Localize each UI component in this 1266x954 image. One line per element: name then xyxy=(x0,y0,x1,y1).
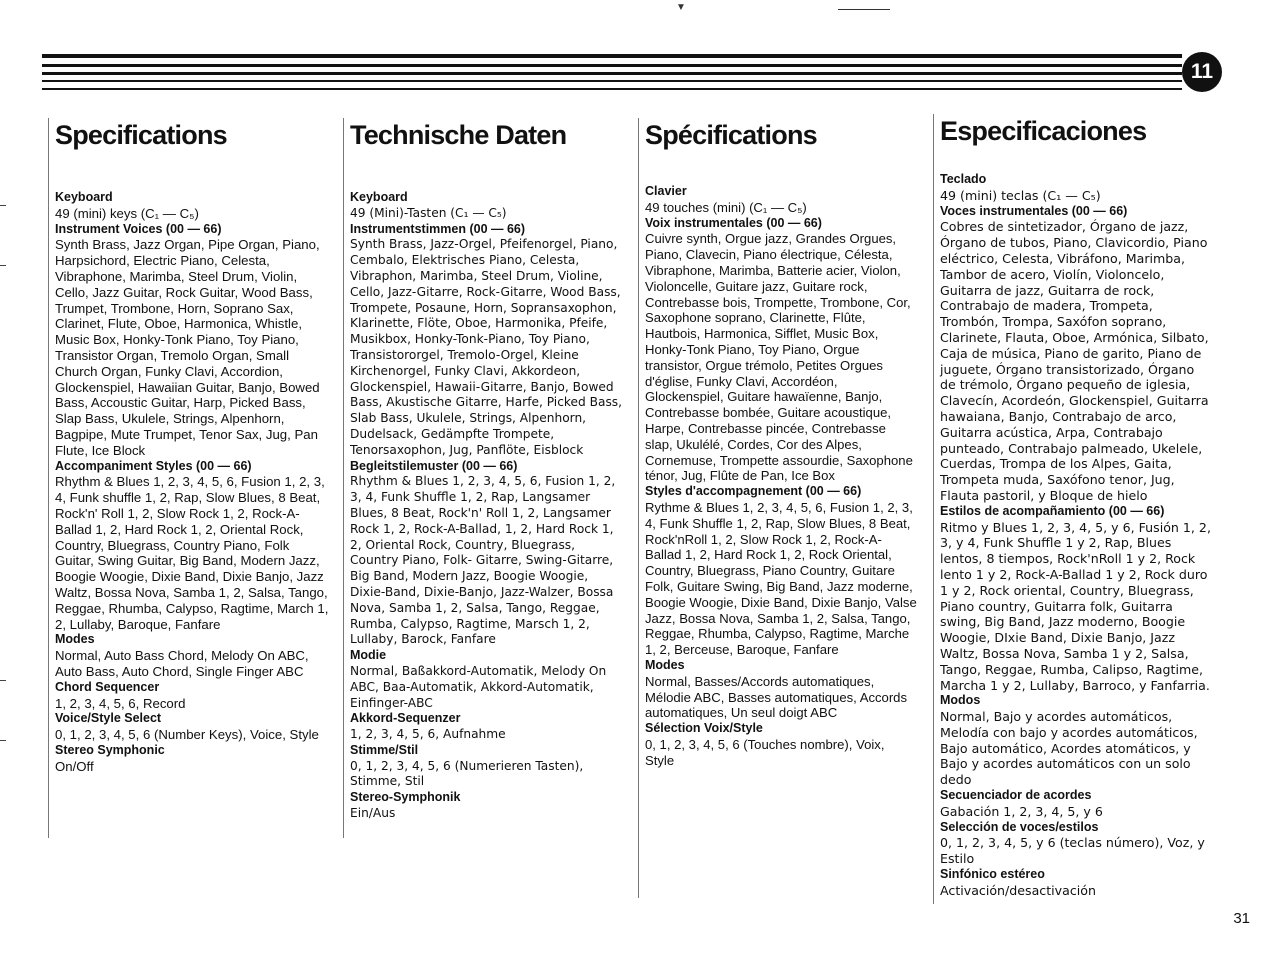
spec-section xyxy=(350,222,625,459)
section-title: Accompaniment Styles (00 — 66) xyxy=(55,458,252,473)
spec-section xyxy=(645,484,917,658)
spec-section xyxy=(55,680,330,712)
column-title: Technische Daten xyxy=(350,120,567,150)
spec-section xyxy=(350,190,625,222)
section-body: 1, 2, 3, 4, 5, 6, Record xyxy=(55,695,186,711)
spec-section xyxy=(55,743,330,775)
section-body: 49 touches (mini) (C₁ — C₅) xyxy=(645,199,807,215)
section-body: Synth Brass, Jazz Organ, Pipe Organ, Piano, Harpsichord, Electric Piano, Celesta, Vibraphone, Marimba, Steel Drum, Violin, Cello, Jazz Guitar, Rock Guitar, Wood Bass, Trumpet, Trombone, Horn, Soprano Sax, Clarinet, Flute, Oboe, Harmonica, Whistle, Music Box, Honky-Tonk Piano, Toy Piano, Transistor Organ, Tremolo Organ, Small Church Organ, Funky Clavi, Accordion, Glockenspiel, Hawaiian Guitar, Banjo, Bowed Bass, Accoustic Guitar, Harp, Picked Bass, Slap Bass, Ukulele, Strings, Alpenhorn, Bagpipe, Mute Trumpet, Tenor Sax, Jug, Pan Flute, Ice Block xyxy=(55,237,320,458)
section-body: Gabación 1, 2, 3, 4, 5, y 6 xyxy=(940,803,1103,819)
spec-section xyxy=(55,711,330,743)
scan-mark: ▼ xyxy=(676,2,686,13)
section-body: Ritmo y Blues 1, 2, 3, 4, 5, y 6, Fusión 1, 2, 3, y 4, Funk Shuffle 1 y 2, Rap, Blues lentos, 8 tiempos, Rock'nRoll 1 y 2, Rock lento 1 y 2, Rock-A-Ballad 1 y 2, Rock duro 1 y 2, Rock oriental, Country, Bluegrass, Piano country, Guitarra folk, Guitarra swing, Big Band, Jazz moderno, Boogie Woogie, DIxie Band, Dixie Banjo, Jazz Waltz, Bossa Nova, Samba 1 y 2, Salsa, Tango, Reggae, Rumba, Calipso, Ragtime, Marcha 1 y 2, Lullaby, Barroco, y Fanfarria. xyxy=(940,519,1211,693)
spec-section xyxy=(55,190,330,222)
section-body: 1, 2, 3, 4, 5, 6, Aufnahme xyxy=(350,727,506,742)
spec-section xyxy=(350,790,625,822)
spec-section xyxy=(940,504,1212,694)
section-body: Activación/desactivación xyxy=(940,882,1096,898)
section-title: Sélection Voix/Style xyxy=(645,721,763,736)
column-german xyxy=(350,118,625,822)
section-title: Modes xyxy=(645,657,685,672)
section-body: 49 (mini) teclas (C₁ — C₅) xyxy=(940,187,1101,203)
section-title: Begleitstilemuster (00 — 66) xyxy=(350,458,518,473)
column-english xyxy=(55,118,330,774)
section-title: Keyboard xyxy=(350,190,408,204)
section-body: Normal, Auto Bass Chord, Melody On ABC, Auto Bass, Auto Chord, Single Finger ABC xyxy=(55,648,309,679)
section-title: Instrumentstimmen (00 — 66) xyxy=(350,221,526,236)
section-body: Cuivre synth, Orgue jazz, Grandes Orgues, Piano, Clavecin, Piano électrique, Célesta, Vibraphone, Marimba, Batterie acier, Violon, Violoncelle, Guitare jazz, Guitare rock, Contrebasse bois, Trompette, Trombone, Cor, Saxophone soprano, Clarinette, Flûte, Hautbois, Harmonica, Sifflet, Music Box, Honky-Tonk Piano, Toy Piano, Orgue transistor, Orgue trémolo, Petites Orgues d'église, Funky Clavi, Accordéon, Glockenspiel, Guitare hawaïenne, Banjo, Contrebasse bombée, Guitare acoustique, Harpe, Contrebasse pincée, Contrebasse slap, Ukulélé, Cordes, Cor des Alpes, Cornemuse, Trompette assourdie, Saxophone ténor, Jug, Flûte de Pan, Ice Box xyxy=(645,231,913,484)
column-french xyxy=(645,118,917,768)
section-body: 0, 1, 2, 3, 4, 5, 6 (Number Keys), Voice, Style xyxy=(55,727,319,743)
spec-section xyxy=(350,711,625,743)
section-body: 0, 1, 2, 3, 4, 5, 6 (Touches nombre), Voix, Style xyxy=(645,736,885,768)
spec-section xyxy=(350,459,625,649)
edge-mark xyxy=(0,680,6,681)
section-title: Modie xyxy=(350,648,387,663)
edge-mark xyxy=(0,265,6,266)
section-body: 49 (mini) keys (C₁ — C₅) xyxy=(55,205,199,221)
edge-mark xyxy=(0,205,6,206)
section-title: Voix instrumentales (00 — 66) xyxy=(645,215,822,230)
edge-mark xyxy=(0,740,6,741)
column-title: Specifications xyxy=(55,120,227,150)
spec-section xyxy=(55,459,330,633)
section-title: Stimme/Stil xyxy=(350,742,419,757)
column-spanish xyxy=(940,114,1212,899)
spec-section xyxy=(55,632,330,679)
spec-section xyxy=(940,867,1212,899)
section-title: Modos xyxy=(940,693,981,708)
section-body: 0, 1, 2, 3, 4, 5, y 6 (teclas número), Voz, y Estilo xyxy=(940,835,1205,867)
section-title: Secuenciador de acordes xyxy=(940,788,1092,803)
spec-section xyxy=(645,721,917,768)
section-body: Cobres de sintetizador, Órgano de jazz, Órgano de tubos, Piano, Clavicordio, Piano eléctrico, Celesta, Vibráfono, Marimba, Tambor de acero, Violín, Violoncelo, Guitarra de jazz, Guitarra de rock, Contrabajo de madera, Trompeta, Trombón, Trompa, Saxófon soprano, Clarinete, Flauta, Oboe, Armónica, Silbato, Caja de música, Piano de garito, Piano de juguete, Órgano transistorizado, Órgano de trémolo, Órgano pequeño de iglesia, Clavecín, Acordeón, Glockenspiel, Guitarra hawaiana, Banjo, Contrabajo de arco, Guitarra acústica, Arpa, Contrabajo punteado, Contrabajo palmeado, Ukelele, Cuerdas, Trompa de los Alpes, Gaita, Trompeta muda, Saxófono tenor, Jug, Flauta pastoril, y Bloque de hielo xyxy=(940,219,1209,503)
section-title: Stereo Symphonic xyxy=(55,742,165,757)
section-title: Voice/Style Select xyxy=(55,711,162,726)
section-body: Normal, Basses/Accords automatiques, Mélodie ABC, Basses automatiques, Accords automatiques, Un seul doigt ABC xyxy=(645,673,908,721)
section-title: Stereo-Symphonik xyxy=(350,790,461,805)
section-body: 0, 1, 2, 3, 4, 5, 6 (Numerieren Tasten), Stimme, Stil xyxy=(350,758,584,789)
chapter-number-badge: 11 xyxy=(1182,52,1222,92)
spec-section xyxy=(645,216,917,485)
section-title: Sinfónico estéreo xyxy=(940,867,1045,882)
section-body: 49 (Mini)-Tasten (C₁ — C₅) xyxy=(350,205,507,220)
section-title: Chord Sequencer xyxy=(55,679,160,694)
section-title: Akkord-Sequenzer xyxy=(350,711,461,726)
spec-section xyxy=(55,222,330,459)
spec-section xyxy=(940,788,1212,820)
section-body: On/Off xyxy=(55,758,94,774)
section-body: Ein/Aus xyxy=(350,806,396,821)
spec-section xyxy=(940,172,1212,204)
column-title: Especificaciones xyxy=(940,116,1147,146)
spec-section xyxy=(645,658,917,721)
scan-line xyxy=(838,9,890,10)
section-title: Voces instrumentales (00 — 66) xyxy=(940,203,1128,218)
section-title: Keyboard xyxy=(55,190,113,204)
section-title: Selección de voces/estilos xyxy=(940,819,1099,834)
section-body: Synth Brass, Jazz-Orgel, Pfeifenorgel, Piano, Cembalo, Elektrisches Piano, Celesta, Vibraphon, Marimba, Steel Drum, Violine, Cello, Jazz-Gitarre, Rock-Gitarre, Wood Bass, Trompete, Posaune, Horn, Sopransaxophon, Klarinette, Flöte, Oboe, Harmonika, Pfeife, Musikbox, Honky-Tonk-Piano, Toy Piano, Transistororgel, Tremolo-Orgel, Kleine Kirchenorgel, Funky Clavi, Akkordeon, Glockenspiel, Hawaii-Gitarre, Banjo, Bowed Bass, Akustische Gitarre, Harfe, Picked Bass, Slab Bass, Ukulele, Strings, Alpenhorn, Dudelsack, Gedämpfte Trompete, Tenorsaxophon, Jug, Panflöte, Eisblock xyxy=(350,237,623,457)
section-title: Styles d'accompagnement (00 — 66) xyxy=(645,484,862,499)
column-title: Spécifications xyxy=(645,120,817,150)
spec-section xyxy=(940,693,1212,788)
header-rule-band xyxy=(42,50,1222,96)
section-body: Rhythm & Blues 1, 2, 3, 4, 5, 6, Fusion 1, 2, 3, 4, Funk Shuffle 1, 2, Rap, Langsamer Blues, 8 Beat, Rock'n' Roll 1, 2, Langsamer Rock 1, 2, Rock-A-Ballad, 1, 2, Hard Rock 1, 2, Oriental Rock, Country, Bluegrass, Country Piano, Folk- Gitarre, Swing-Gitarre, Big Band, Modern Jazz, Boogie Woogie, Dixie-Band, Dixie-Banjo, Jazz-Walzer, Bossa Nova, Samba 1, 2, Salsa, Tango, Reggae, Rumba, Calypso, Ragtime, Marsch 1, 2, Lullaby, Barock, Fanfare xyxy=(350,474,616,647)
spec-section xyxy=(350,743,625,790)
section-title: Modes xyxy=(55,632,95,647)
section-title: Clavier xyxy=(645,184,687,198)
section-title: Instrument Voices (00 — 66) xyxy=(55,221,222,236)
spec-section xyxy=(645,184,917,216)
spec-section xyxy=(940,820,1212,867)
section-body: Normal, Bajo y acordes automáticos, Melodía con bajo y acordes automáticos, Bajo automático, Acordes atomáticos, y Bajo y acordes automáticos con un solo dedo xyxy=(940,709,1198,788)
section-title: Estilos de acompañamiento (00 — 66) xyxy=(940,503,1165,518)
section-body: Rythme & Blues 1, 2, 3, 4, 5, 6, Fusion 1, 2, 3, 4, Funk Shuffle 1, 2, Rap, Slow Blues, 8 Beat, Rock'nRoll 1, 2, Slow Rock 1, 2, Rock-A-Ballad 1, 2, Hard Rock 1, 2, Rock Oriental, Country, Bluegrass, Piano Country, Guitare Folk, Guitare Swing, Big Band, Jazz moderne, Boogie Woogie, Dixie Band, Dixie Banjo, Valse Jazz, Bossa Nova, Samba 1, 2, Salsa, Tango, Reggae, Rhumba, Calypso, Ragtime, Marche 1, 2, Berceuse, Baroque, Fanfare xyxy=(645,499,917,658)
section-title: Teclado xyxy=(940,172,987,186)
section-body: Normal, Baßakkord-Automatik, Melody On ABC, Baa-Automatik, Akkord-Automatik, Einfinger-ABC xyxy=(350,663,607,710)
page-number: 31 xyxy=(1233,910,1250,927)
section-body: Rhythm & Blues 1, 2, 3, 4, 5, 6, Fusion 1, 2, 3, 4, Funk shuffle 1, 2, Rap, Slow Blues, 8 Beat, Rock'n' Roll 1, 2, Slow Rock 1, 2, Rock-A-Ballad 1, 2, Hard Rock 1, 2, Oriental Rock, Country, Bluegrass, Country Piano, Folk Guitar, Swing Guitar, Big Band, Modern Jazz, Boogie Woogie, Dixie Band, Dixie Banjo, Jazz Waltz, Bossa Nova, Samba 1, 2, Salsa, Tango, Reggae, Rhumba, Calypso, Ragtime, March 1, 2, Lullaby, Baroque, Fanfare xyxy=(55,474,329,632)
spec-section xyxy=(940,204,1212,504)
spec-section xyxy=(350,648,625,711)
